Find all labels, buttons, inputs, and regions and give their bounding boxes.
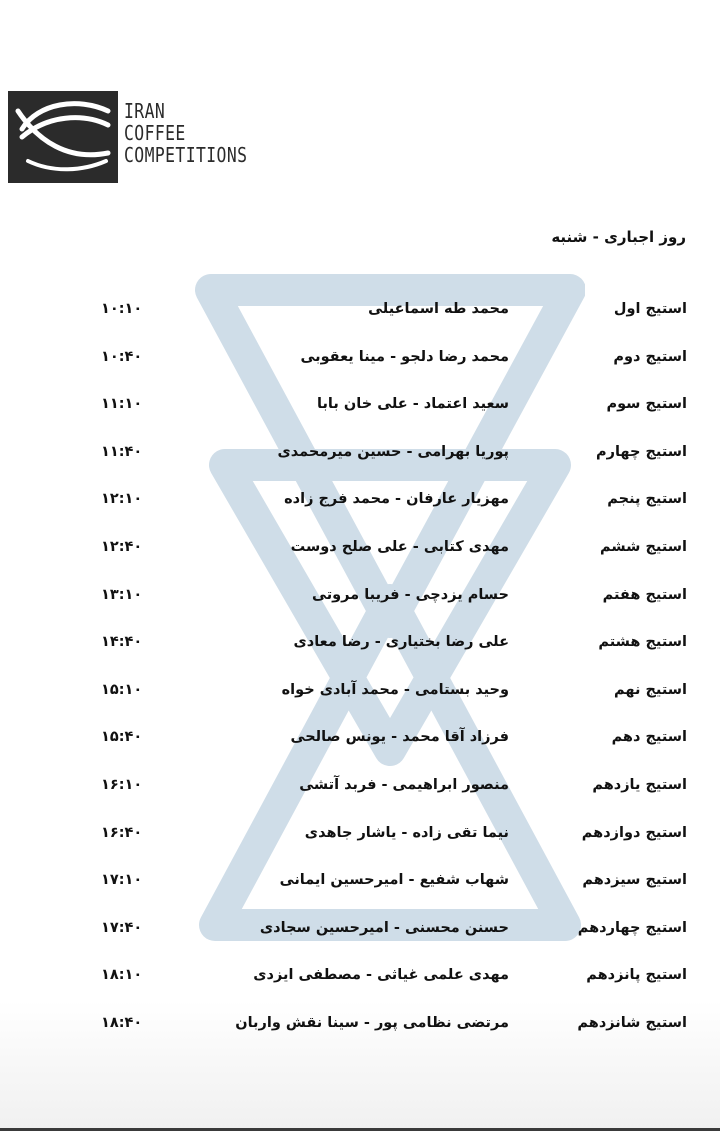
stage-label: استیج یازدهم xyxy=(592,776,687,793)
competitor-names: مهدی علمی غیاثی - مصطفی ایزدی xyxy=(253,967,509,984)
schedule-row xyxy=(0,337,720,385)
stage-label: استیج چهاردهم xyxy=(577,919,687,936)
schedule-row xyxy=(0,289,720,337)
stage-label: استیج ششم xyxy=(600,538,687,555)
competitor-names: محمد رضا دلجو - مینا یعقوبی xyxy=(300,348,509,365)
competitor-names: مرتضی نظامی پور - سینا نقش واربان xyxy=(235,1014,509,1031)
start-time: ۱۱:۱۰ xyxy=(101,396,143,413)
schedule-row xyxy=(0,575,720,623)
stage-label: استیج پنجم xyxy=(607,491,687,508)
competitor-names: مهزیار عارفان - محمد فرج زاده xyxy=(284,491,509,508)
start-time: ۱۶:۴۰ xyxy=(101,824,143,841)
schedule-row xyxy=(0,813,720,861)
competitor-names: منصور ابراهیمی - فربد آتشی xyxy=(299,776,509,793)
competitor-names: شهاب شفیع - امیرحسین ایمانی xyxy=(279,872,509,889)
start-time: ۱۱:۴۰ xyxy=(101,443,143,460)
schedule-row xyxy=(0,432,720,480)
stage-label: استیج نهم xyxy=(614,681,687,698)
competitor-names: حسام یزدچی - فریبا مروتی xyxy=(312,586,509,603)
start-time: ۱۸:۴۰ xyxy=(101,1014,143,1031)
stage-label: استیج سوم xyxy=(606,396,687,413)
stage-label: استیج هفتم xyxy=(602,586,687,603)
logo-wordmark xyxy=(124,100,247,166)
stage-label: استیج دهم xyxy=(611,729,687,746)
start-time: ۱۷:۴۰ xyxy=(101,919,143,936)
start-time: ۱۲:۱۰ xyxy=(101,491,143,508)
logo-line-1: IRAN xyxy=(124,99,166,123)
start-time: ۱۶:۱۰ xyxy=(101,776,143,793)
schedule-row xyxy=(0,622,720,670)
schedule-row xyxy=(0,717,720,765)
start-time: ۱۸:۱۰ xyxy=(101,967,143,984)
schedule-row xyxy=(0,955,720,1003)
logo-line-2: COFFEE xyxy=(124,121,186,145)
stage-label: استیج پانزدهم xyxy=(586,967,687,984)
schedule-row xyxy=(0,765,720,813)
stage-label: استیج دوازدهم xyxy=(581,824,687,841)
schedule-row xyxy=(0,384,720,432)
start-time: ۱۵:۴۰ xyxy=(101,729,143,746)
competitor-names: علی رضا بختیاری - رضا معادی xyxy=(293,634,509,651)
competitor-names: نیما تقی زاده - یاشار جاهدی xyxy=(304,824,509,841)
start-time: ۱۴:۴۰ xyxy=(101,634,143,651)
competitor-names: سعید اعتماد - علی خان بابا xyxy=(317,396,509,413)
start-time: ۱۲:۴۰ xyxy=(101,538,143,555)
schedule-row xyxy=(0,908,720,956)
competitor-names: فرزاد آقا محمد - یونس صالحی xyxy=(290,729,509,746)
stage-label: استیج چهارم xyxy=(595,443,687,460)
day-title: روز اجباری - شنبه xyxy=(551,228,686,246)
stage-label: استیج دوم xyxy=(613,348,687,365)
competitor-names: محمد طه اسماعیلی xyxy=(368,301,509,317)
logo-mark xyxy=(8,91,118,183)
competitor-names: وحید بستامی - محمد آبادی خواه xyxy=(281,681,509,698)
schedule-row xyxy=(0,670,720,718)
schedule-list xyxy=(0,289,720,1051)
stage-label: استیج هشتم xyxy=(598,634,687,651)
schedule-row xyxy=(0,527,720,575)
logo-line-3: COMPETITIONS xyxy=(124,143,248,167)
start-time: ۱۳:۱۰ xyxy=(101,586,143,603)
schedule-row xyxy=(0,1003,720,1051)
coffee-bean-icon xyxy=(8,91,118,183)
competitor-names: پوریا بهرامی - حسین میرمحمدی xyxy=(277,443,509,460)
stage-label: استیج سیزدهم xyxy=(582,872,687,889)
schedule-row xyxy=(0,479,720,527)
start-time: ۱۵:۱۰ xyxy=(101,681,143,698)
stage-label: استیج شانزدهم xyxy=(577,1014,687,1031)
schedule-row xyxy=(0,860,720,908)
competitor-names: مهدی کتابی - علی صلح دوست xyxy=(290,538,509,555)
start-time: ۱۰:۱۰ xyxy=(101,301,143,317)
competitor-names: حسنن محسنی - امیرحسین سجادی xyxy=(259,919,509,936)
stage-label: استیج اول xyxy=(613,301,687,317)
start-time: ۱۷:۱۰ xyxy=(101,872,143,889)
start-time: ۱۰:۴۰ xyxy=(101,348,143,365)
